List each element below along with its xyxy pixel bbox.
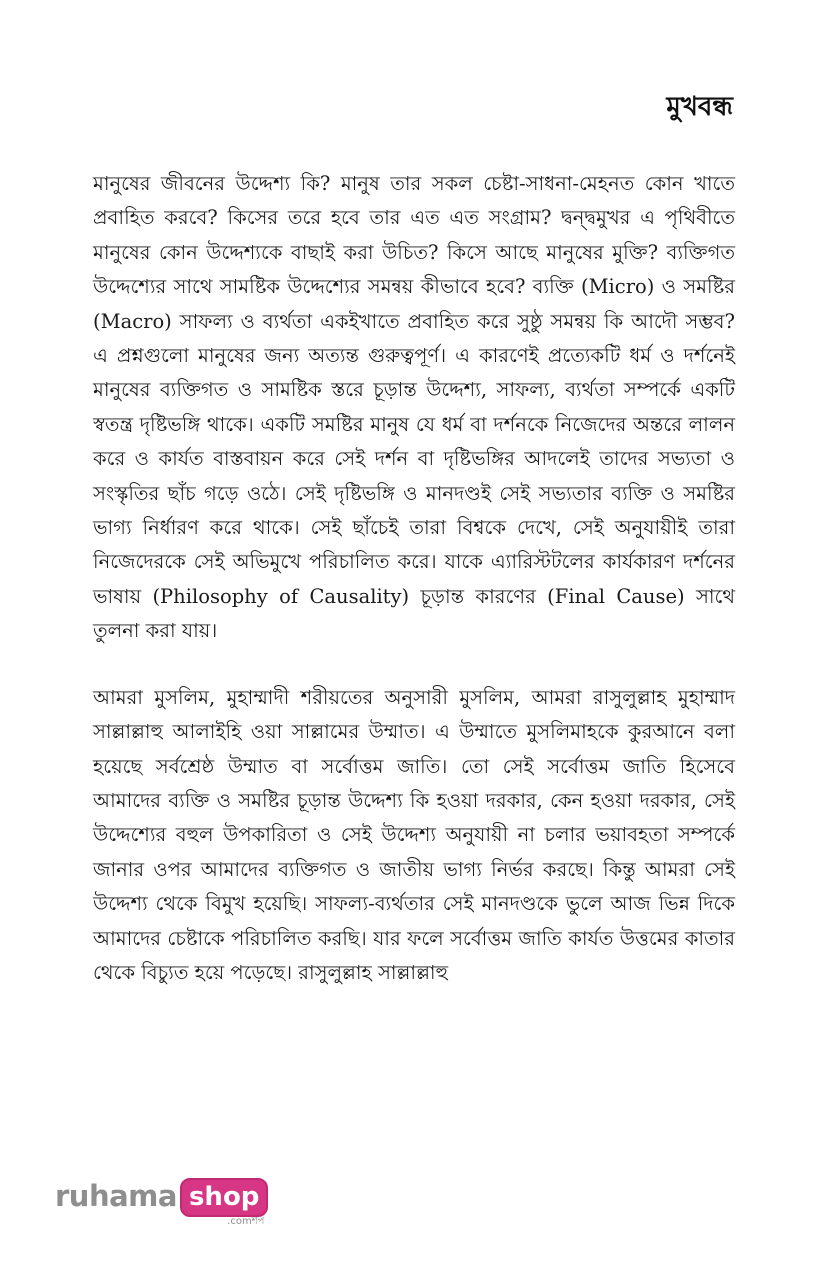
logo-text-domain: .comশপ bbox=[227, 1216, 265, 1227]
logo-shop-badge bbox=[180, 1178, 268, 1227]
logo-text-shop: shop bbox=[180, 1178, 268, 1217]
ruhamashop-logo bbox=[55, 1178, 268, 1228]
chapter-heading: মুখবন্ধ bbox=[666, 92, 733, 122]
body-text bbox=[93, 167, 735, 990]
paragraph-1: মানুষের জীবনের উদ্দেশ্য কি? মানুষ তার সকল চেষ্টা-সাধনা-মেহনত কোন খাতে প্রবাহিত করবে? কিসের তরে হবে তার এত এত সংগ্রাম? দ্বন্দ্বমুখর এ পৃথিবীতে মানুষের কোন উদ্দেশ্যকে বাছাই করা উচিত? কিসে আছে মানুষের মুক্তি? ব্যক্তিগত উদ্দেশ্যের সাথে সামষ্টিক উদ্দেশ্যের সমন্বয় কীভাবে হবে? ব্যক্তি (Micro) ও সমষ্টির (Macro) সাফল্য ও ব্যর্থতা একইখাতে প্রবাহিত করে সুষ্ঠু সমন্বয় কি আদৌ সম্ভব? এ প্রশ্নগুলো মানুষের জন্য অত্যন্ত গুরুত্বপূর্ণ। এ কারণেই প্রত্যেকটি ধর্ম ও দর্শনেই মানুষের ব্যক্তিগত ও সামষ্টিক স্তরে চূড়ান্ত উদ্দেশ্য, সাফল্য, ব্যর্থতা সম্পর্কে একটি স্বতন্ত্র দৃষ্টিভঙ্গি থাকে। একটি সমষ্টির মানুষ যে ধর্ম বা দর্শনকে নিজেদের অন্তরে লালন করে ও কার্যত বাস্তবায়ন করে সেই দর্শন বা দৃষ্টিভঙ্গির আদলেই তাদের সভ্যতা ও সংস্কৃতির ছাঁচ গড়ে ওঠে। সেই দৃষ্টিভঙ্গি ও মানদণ্ডই সেই সভ্যতার ব্যক্তি ও সমষ্টির ভাগ্য নির্ধারণ করে থাকে। সেই ছাঁচেই তারা বিশ্বকে দেখে, সেই অনুযায়ীই তারা নিজেদেরকে সেই অভিমুখে পরিচালিত করে। যাকে এ্যারিস্টটলের কার্যকারণ দর্শনের ভাষায় (Philosophy of Causality) চূড়ান্ত কারণের (Final Cause) সাথে তুলনা করা যায়। bbox=[93, 172, 735, 643]
logo-text-ruhama: ruhama bbox=[55, 1179, 177, 1213]
paragraph-2: আমরা মুসলিম, মুহাম্মাদী শরীয়তের অনুসারী মুসলিম, আমরা রাসুলুল্লাহ মুহাম্মাদ সাল্লাল্লাহু আলাইহি ওয়া সাল্লামের উম্মাত। এ উম্মাতে মুসলিমাহকে কুরআনে বলা হয়েছে সর্বশ্রেষ্ঠ উম্মাত বা সর্বোত্তম জাতি। তো সেই সর্বোত্তম জাতি হিসেবে আমাদের ব্যক্তি ও সমষ্টির চূড়ান্ত উদ্দেশ্য কি হওয়া দরকার, কেন হওয়া দরকার, সেই উদ্দেশ্যের বহুল উপকারিতা ও সেই উদ্দেশ্য অনুযায়ী না চলার ভয়াবহতা সম্পর্কে জানার ওপর আমাদের ব্যক্তিগত ও জাতীয় ভাগ্য নির্ভর করছে। কিন্তু আমরা সেই উদ্দেশ্য থেকে বিমুখ হয়েছি। সাফল্য-ব্যর্থতার সেই মানদণ্ডকে ভুলে আজ ভিন্ন দিকে আমাদের চেষ্টাকে পরিচালিত করছি। যার ফলে সর্বোত্তম জাতি কার্যত উত্তমের কাতার থেকে বিচ্যুত হয়ে পড়েছে। রাসুলুল্লাহ সাল্লাল্লাহু bbox=[93, 685, 735, 984]
